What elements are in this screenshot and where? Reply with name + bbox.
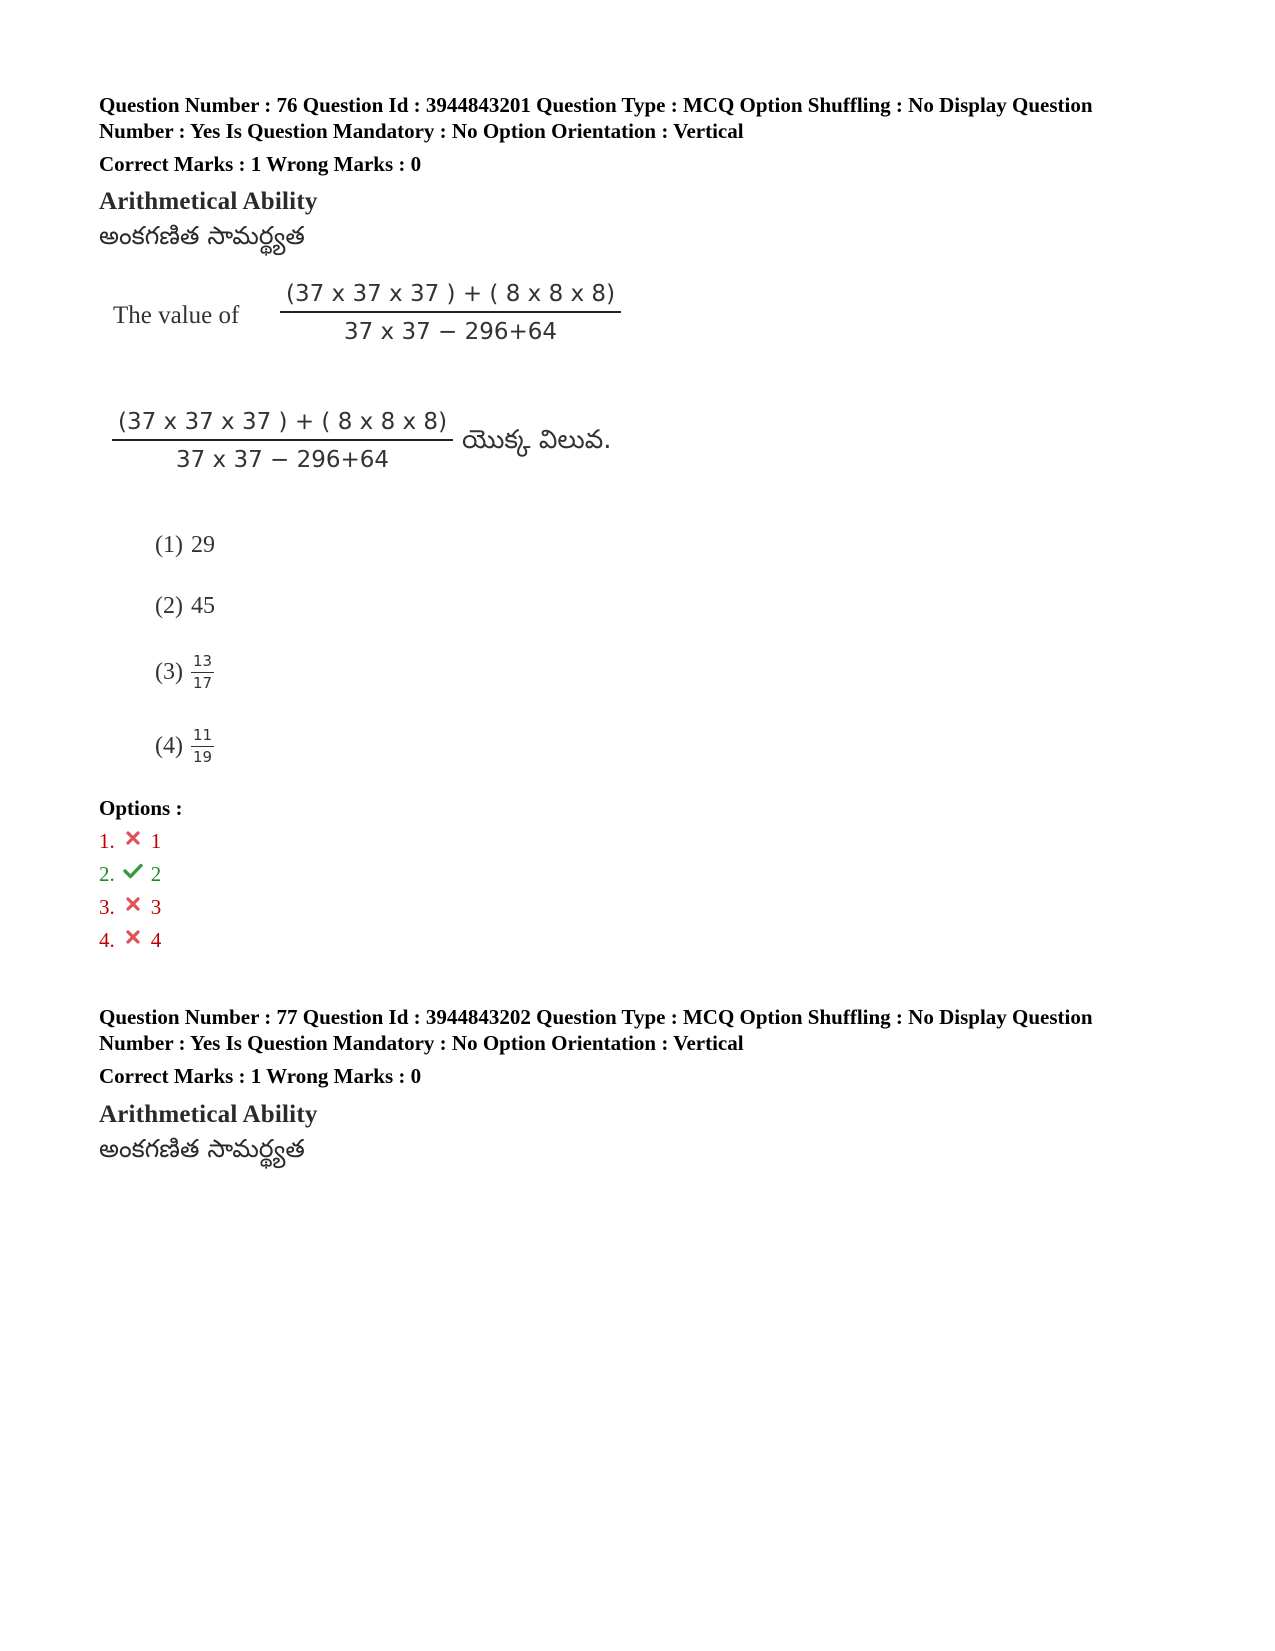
question-fraction-telugu	[112, 409, 453, 473]
question-telugu-suffix: యొక్క విలువ.	[462, 425, 612, 455]
choice-label: (3)	[155, 659, 183, 685]
cross-icon	[123, 927, 143, 947]
choice-fraction	[191, 727, 214, 766]
option-value: 1	[150, 829, 162, 853]
cross-icon	[123, 894, 143, 914]
choice-label: (2)	[155, 593, 183, 619]
option-row	[99, 862, 161, 887]
option-row	[99, 829, 161, 854]
choice-item	[155, 727, 214, 766]
question-header-line: Number : Yes Is Question Mandatory : No Option Orientation : Vertical	[99, 119, 744, 143]
marks-line: Correct Marks : 1 Wrong Marks : 0	[99, 152, 422, 176]
choice-denominator: 17	[192, 674, 213, 692]
option-row	[99, 928, 161, 953]
option-value: 2	[150, 862, 162, 886]
fraction-denominator: 37 x 37 − 296+64	[175, 447, 390, 473]
question-header-line: Number : Yes Is Question Mandatory : No Option Orientation : Vertical	[99, 1031, 744, 1055]
subject-telugu: అంకగణిత సామర్థ్యత	[99, 1134, 305, 1163]
option-index: 2.	[99, 862, 115, 886]
fraction-denominator: 37 x 37 − 296+64	[343, 319, 558, 345]
question-lead-text: The value of	[113, 302, 240, 329]
question-header-line: Question Number : 76 Question Id : 3944843201 Question Type : MCQ Option Shuffling : No Display Question	[99, 93, 1093, 117]
option-index: 3.	[99, 895, 115, 919]
marks-line: Correct Marks : 1 Wrong Marks : 0	[99, 1064, 422, 1088]
subject-english: Arithmetical Ability	[99, 1101, 318, 1128]
choice-label: (4)	[155, 733, 183, 759]
choice-fraction	[191, 653, 214, 692]
question-header	[99, 92, 1199, 144]
option-index: 4.	[99, 928, 115, 952]
fraction-numerator: (37 x 37 x 37 ) + ( 8 x 8 x 8)	[112, 409, 453, 441]
option-index: 1.	[99, 829, 115, 853]
choice-denominator: 19	[192, 748, 213, 766]
choice-item	[155, 653, 214, 692]
choice-value: 29	[190, 532, 215, 558]
question-header	[99, 1004, 1199, 1056]
fraction-numerator: (37 x 37 x 37 ) + ( 8 x 8 x 8)	[280, 281, 621, 313]
choice-value: 45	[190, 593, 215, 619]
choice-item	[155, 593, 215, 620]
choice-item	[155, 532, 215, 559]
option-row	[99, 895, 161, 920]
cross-icon	[123, 828, 143, 848]
choice-numerator: 11	[191, 727, 214, 747]
choice-numerator: 13	[191, 653, 214, 673]
option-value: 3	[150, 895, 162, 919]
check-icon	[123, 861, 143, 881]
question-header-line: Question Number : 77 Question Id : 3944843202 Question Type : MCQ Option Shuffling : No Display Question	[99, 1005, 1093, 1029]
subject-english: Arithmetical Ability	[99, 188, 318, 215]
question-fraction-english	[280, 281, 621, 345]
choice-label: (1)	[155, 532, 183, 558]
options-heading: Options :	[99, 796, 183, 820]
option-value: 4	[150, 928, 162, 952]
subject-telugu: అంకగణిత సామర్థ్యత	[99, 221, 305, 250]
